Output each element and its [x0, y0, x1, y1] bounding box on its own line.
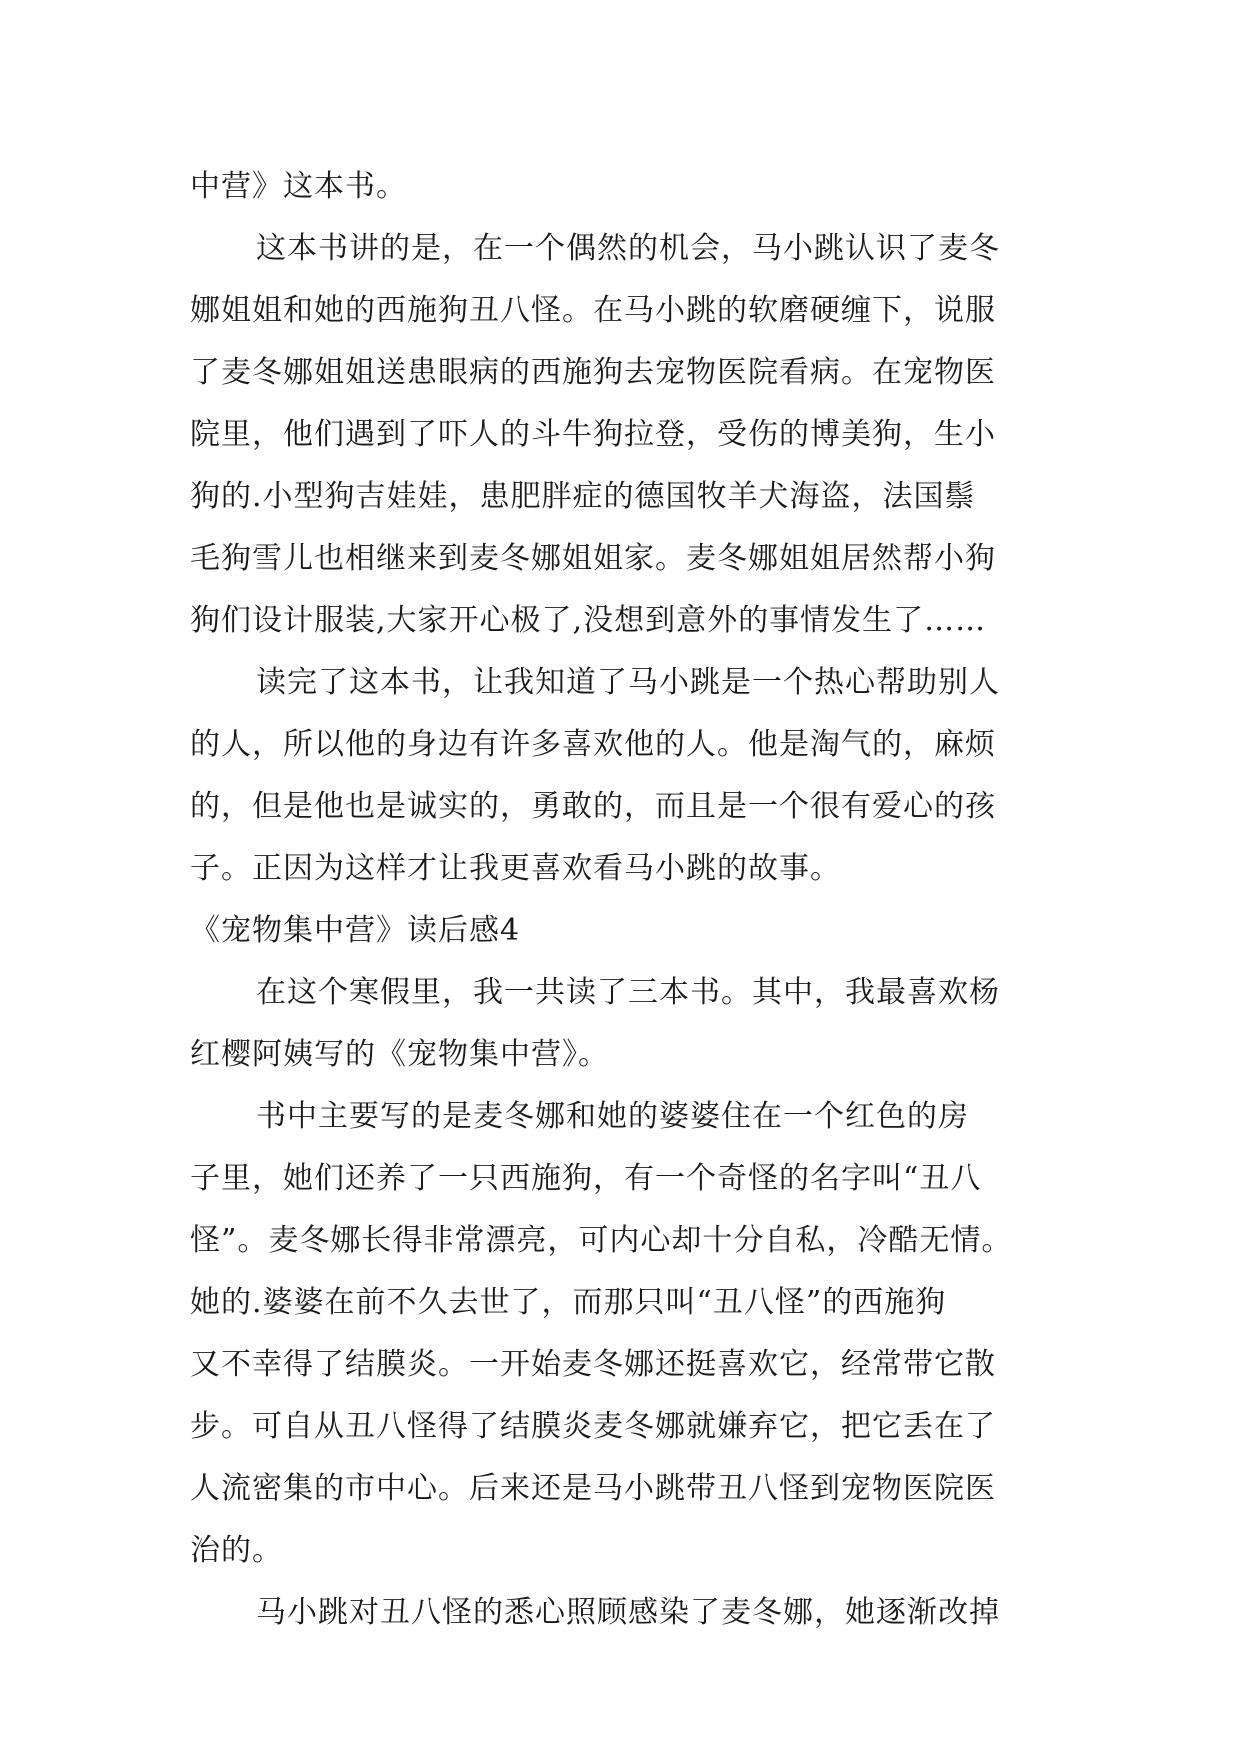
text-line: 步。可自从丑八怪得了结膜炎麦冬娜就嫌弃它，把它丢在了 [190, 1409, 996, 1444]
text-line: 又不幸得了结膜炎。一开始麦冬娜还挺喜欢它，经常带它散 [190, 1347, 996, 1382]
text-line: 怪”。麦冬娜长得非常漂亮，可内心却十分自私，冷酷无情。 [190, 1223, 1013, 1258]
text-line: 娜姐姐和她的西施狗丑八怪。在马小跳的软磨硬缠下，说服 [190, 293, 996, 328]
text-line: 毛狗雪儿也相继来到麦冬娜姐姐家。麦冬娜姐姐居然帮小狗 [190, 541, 996, 576]
text-line: 的人，所以他的身边有许多喜欢他的人。他是淘气的，麻烦 [190, 727, 996, 762]
paragraph-start-line: 书中主要写的是麦冬娜和她的婆婆住在一个红色的房 [256, 1099, 969, 1134]
text-line: 红樱阿姨写的《宠物集中营》。 [190, 1037, 609, 1072]
text-line: 子。正因为这样才让我更喜欢看马小跳的故事。 [190, 851, 841, 886]
text-line: 她的.婆婆在前不久去世了，而那只叫“丑八怪”的西施狗 [190, 1285, 947, 1320]
text-line: 狗的.小型狗吉娃娃，患肥胖症的德国牧羊犬海盗，法国鬃 [190, 479, 976, 514]
text-line: 治的。 [190, 1533, 283, 1568]
text-line: 院里，他们遇到了吓人的斗牛狗拉登，受伤的博美狗，生小 [190, 417, 996, 452]
paragraph-start-line: 在这个寒假里，我一共读了三本书。其中，我最喜欢杨 [256, 975, 1000, 1010]
text-line: 人流密集的市中心。后来还是马小跳带丑八怪到宠物医院医 [190, 1471, 996, 1506]
paragraph-start-line: 马小跳对丑八怪的悉心照顾感染了麦冬娜，她逐渐改掉 [256, 1595, 1000, 1630]
paragraph-start-line: 这本书讲的是，在一个偶然的机会，马小跳认识了麦冬 [256, 231, 1000, 266]
section-heading: 《宠物集中营》读后感4 [190, 913, 521, 948]
text-line: 狗们设计服装,大家开心极了,没想到意外的事情发生了…… [190, 603, 987, 638]
text-line: 了麦冬娜姐姐送患眼病的西施狗去宠物医院看病。在宠物医 [190, 355, 996, 390]
paragraph-start-line: 读完了这本书，让我知道了马小跳是一个热心帮助别人 [256, 665, 1000, 700]
text-line: 子里，她们还养了一只西施狗，有一个奇怪的名字叫“丑八 [190, 1161, 982, 1196]
text-line: 的，但是他也是诚实的，勇敢的，而且是一个很有爱心的孩 [190, 789, 996, 824]
text-line: 中营》这本书。 [190, 169, 407, 204]
document-body [190, 156, 1070, 1644]
